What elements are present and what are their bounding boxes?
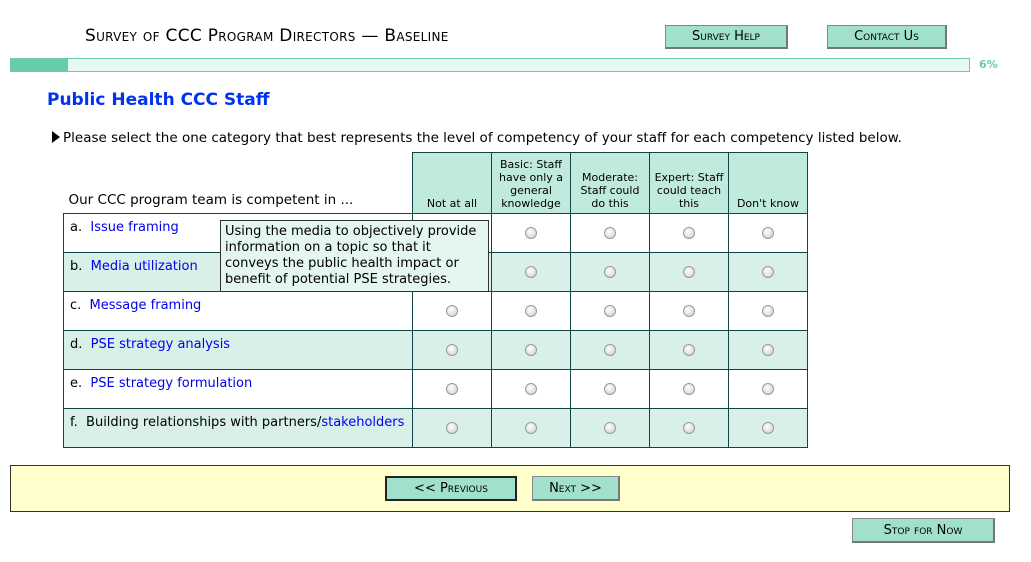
competency-label: [64, 292, 413, 331]
radio-option[interactable]: [762, 266, 774, 278]
radio-option[interactable]: [446, 383, 458, 395]
item-letter: c.: [70, 298, 82, 313]
radio-option[interactable]: [525, 227, 537, 239]
next-button[interactable]: Next >>: [532, 476, 620, 501]
radio-option[interactable]: [604, 305, 616, 317]
table-row: [64, 409, 808, 448]
radio-cell: [492, 292, 571, 331]
competency-link[interactable]: stakeholders: [321, 415, 405, 430]
column-header: Don't know: [729, 153, 808, 214]
radio-cell: [729, 409, 808, 448]
item-letter: e.: [70, 376, 83, 391]
column-header: Basic: Staff have only a general knowledge: [492, 153, 571, 214]
radio-option[interactable]: [525, 305, 537, 317]
item-letter: b.: [70, 259, 83, 274]
radio-option[interactable]: [446, 422, 458, 434]
survey-title: Survey of CCC Program Directors — Baseline: [85, 26, 449, 46]
radio-cell: [571, 409, 650, 448]
radio-cell: [650, 214, 729, 253]
column-header: Moderate: Staff could do this: [571, 153, 650, 214]
tooltip: Using the media to objectively provide information on a topic so that it conveys the public health impact or benefit of potential PSE strategies.: [220, 220, 489, 292]
radio-cell: [650, 409, 729, 448]
competency-label: [64, 370, 413, 409]
radio-option[interactable]: [525, 383, 537, 395]
radio-option[interactable]: [604, 422, 616, 434]
radio-option[interactable]: [604, 227, 616, 239]
radio-cell: [413, 370, 492, 409]
competency-link[interactable]: Issue framing: [90, 220, 179, 235]
stop-for-now-button[interactable]: Stop for Now: [852, 518, 995, 543]
radio-option[interactable]: [683, 266, 695, 278]
progress-bar: [10, 58, 970, 72]
radio-option[interactable]: [762, 344, 774, 356]
progress-percent: 6%: [979, 58, 998, 71]
radio-option[interactable]: [683, 227, 695, 239]
radio-cell: [492, 370, 571, 409]
radio-option[interactable]: [683, 344, 695, 356]
radio-option[interactable]: [446, 305, 458, 317]
radio-cell: [571, 331, 650, 370]
radio-cell: [729, 370, 808, 409]
radio-option[interactable]: [525, 422, 537, 434]
table-row: [64, 370, 808, 409]
table-lead: Our CCC program team is competent in ...: [64, 153, 413, 214]
radio-cell: [571, 214, 650, 253]
radio-cell: [729, 214, 808, 253]
radio-option[interactable]: [525, 266, 537, 278]
radio-option[interactable]: [683, 383, 695, 395]
radio-option[interactable]: [762, 305, 774, 317]
radio-cell: [650, 370, 729, 409]
instruction-text: Please select the one category that best represents the level of competency of your staff for each competency listed below.: [63, 130, 902, 146]
radio-option[interactable]: [446, 344, 458, 356]
table-row: [64, 331, 808, 370]
radio-option[interactable]: [762, 383, 774, 395]
competency-link[interactable]: Media utilization: [90, 259, 198, 274]
radio-cell: [413, 331, 492, 370]
radio-cell: [571, 370, 650, 409]
page-heading: Public Health CCC Staff: [47, 90, 270, 110]
radio-option[interactable]: [683, 305, 695, 317]
radio-cell: [492, 331, 571, 370]
instruction: [52, 130, 902, 146]
radio-cell: [571, 292, 650, 331]
competency-table: [63, 152, 808, 448]
item-letter: a.: [70, 220, 83, 235]
radio-cell: [492, 409, 571, 448]
radio-cell: [492, 253, 571, 292]
column-header: Not at all: [413, 153, 492, 214]
arrow-icon: [52, 131, 60, 143]
radio-option[interactable]: [604, 383, 616, 395]
previous-button[interactable]: << Previous: [385, 476, 517, 501]
competency-label: [64, 331, 413, 370]
radio-option[interactable]: [604, 266, 616, 278]
item-text: Building relationships with partners/: [86, 415, 322, 430]
radio-option[interactable]: [762, 227, 774, 239]
competency-link[interactable]: Message framing: [89, 298, 202, 313]
survey-help-button[interactable]: Survey Help: [665, 25, 788, 49]
competency-label: [64, 409, 413, 448]
progress-fill: [11, 59, 68, 71]
contact-us-button[interactable]: Contact Us: [827, 25, 947, 49]
radio-cell: [650, 253, 729, 292]
item-letter: f.: [70, 415, 78, 430]
radio-option[interactable]: [762, 422, 774, 434]
radio-cell: [492, 214, 571, 253]
radio-cell: [413, 409, 492, 448]
column-header: Expert: Staff could teach this: [650, 153, 729, 214]
radio-option[interactable]: [683, 422, 695, 434]
radio-cell: [729, 292, 808, 331]
radio-cell: [729, 253, 808, 292]
competency-link[interactable]: PSE strategy analysis: [90, 337, 231, 352]
table-row: [64, 292, 808, 331]
competency-link[interactable]: PSE strategy formulation: [90, 376, 253, 391]
radio-cell: [650, 292, 729, 331]
radio-cell: [571, 253, 650, 292]
radio-option[interactable]: [525, 344, 537, 356]
radio-cell: [413, 292, 492, 331]
radio-option[interactable]: [604, 344, 616, 356]
radio-cell: [650, 331, 729, 370]
item-letter: d.: [70, 337, 83, 352]
radio-cell: [729, 331, 808, 370]
